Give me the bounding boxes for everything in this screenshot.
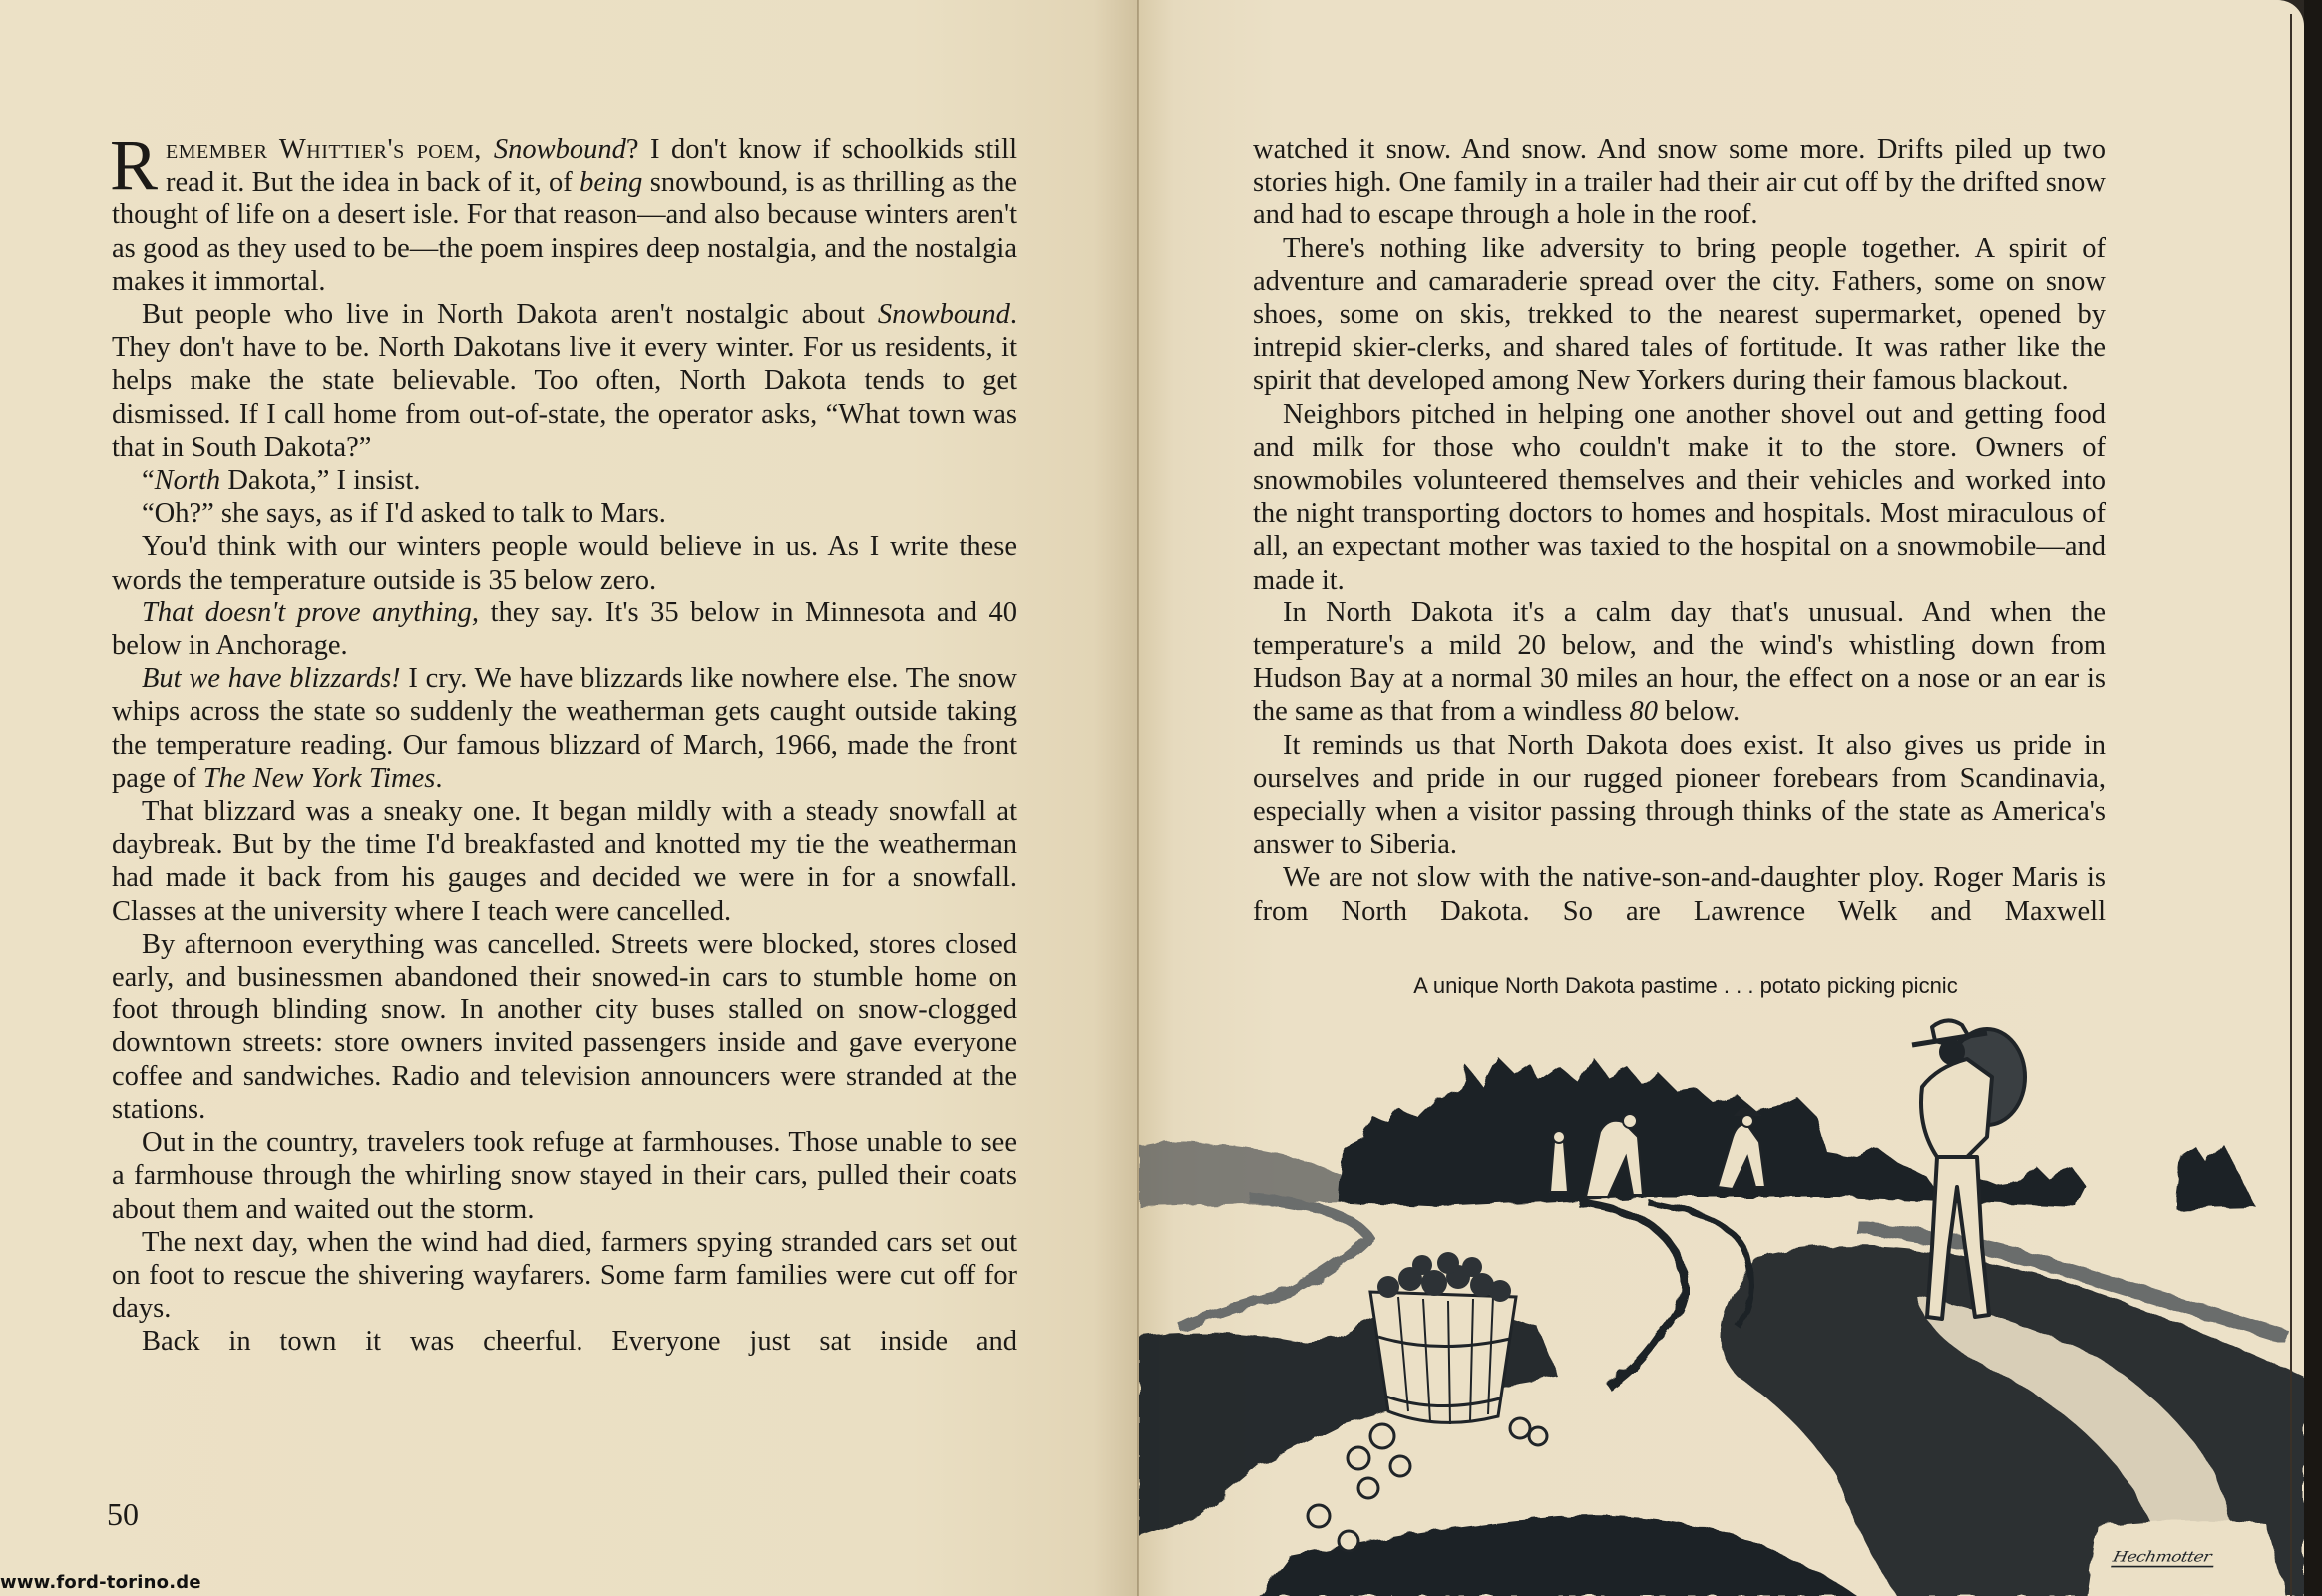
italic-number: 80 <box>1629 696 1659 728</box>
text: snowbound, is as thrilling as the thought of life on a desert isle. For that reason—and also because winters aren't as good as they used to be—the poem inspires deep nostalgia, and the nostalgia makes it immortal. <box>112 167 1017 297</box>
paragraph: You'd think with our winters people would believe in us. As I write these words the temperature outside is 35 below zero. <box>112 531 1017 596</box>
paragraph: Back in town it was cheerful. Everyone just sat inside and <box>142 1326 1017 1358</box>
distant-treeline <box>1139 1141 1349 1207</box>
illustration-caption: A unique North Dakota pastime . . . potato picking picnic <box>1413 973 1958 998</box>
italic-word: North <box>154 465 221 497</box>
paragraph <box>112 298 1017 464</box>
watermark: www.ford-torino.de <box>0 1572 201 1593</box>
paragraph <box>1253 597 2106 729</box>
text: In North Dakota it's a calm day that's unusual. And when the temperature's a mild 20 below, and the wind's whistling down from Hudson Bay at a normal 30 miles an hour, the effect on a nose or an ear is the same as that from a windless <box>1253 597 2106 728</box>
paragraph: watched it snow. And snow. And snow some more. Drifts piled up two stories high. One family in a trailer had their air cut off by the drifted snow and had to escape through a hole in the roof. <box>1253 134 2106 231</box>
forest-right-clump <box>2176 1142 2256 1209</box>
text: . <box>435 762 443 794</box>
text: . They don't have to be. North Dakotans live it every winter. For us residents, it helps make the state believable. Too often, North Dakota tends to get dismissed. If I call home from out-of-state, the operator asks, “What town was that in South Dakota?” <box>112 299 1017 463</box>
paragraph: Neighbors pitched in helping one another shovel out and getting food and milk for those who couldn't make it to the store. Owners of snowmobiles volunteered themselves and their vehicles and worked into the night transporting doctors to homes and hospitals. Most miraculous of all, an expectant mother was taxied to the hospital on a snowmobile—and made it. <box>1253 398 2106 596</box>
artist-signature: Hechmotter <box>2111 1550 2216 1568</box>
page-edge-line <box>2290 14 2292 1596</box>
text: they say. It's 35 below in Minnesota and 40 below in Anchorage. <box>112 597 1017 662</box>
paragraph: Out in the country, travelers took refuge at farmhouses. Those unable to see a farmhouse through the whirling snow stayed in their cars, pulled their coats about them and waited out the storm. <box>112 1127 1017 1225</box>
text: below. <box>1658 696 1741 728</box>
italic-title: Snowbound <box>877 299 1010 331</box>
paragraph: By afternoon everything was cancelled. Streets were blocked, stores closed early, and businessmen abandoned their snowed-in cars to stumble home on foot through blinding snow. In another city buses stalled on snow-clogged downtown streets: store owners invited passengers inside and gave everyone coffee and sandwiches. Radio and television announcers were stranded at the stations. <box>112 928 1017 1125</box>
paragraph <box>112 662 1017 795</box>
potato-picking-illustration <box>1139 998 2304 1596</box>
paragraph: It reminds us that North Dakota does exist. It also gives us pride in ourselves and pride in our rugged pioneer forebears from Scandinavia, especially when a visitor passing through thinks of the state as America's answer to Siberia. <box>1253 729 2106 861</box>
paragraph <box>112 464 1017 497</box>
lead-in: emember Whittier's poem, <box>166 134 494 165</box>
text: ? I don't know if schoolkids still read it. But the idea in back of it, of <box>166 134 1017 199</box>
paragraph: The next day, when the wind had died, farmers spying stranded cars set out on foot to rescue the shivering wayfarers. Some farm families were cut off for days. <box>112 1226 1017 1325</box>
paragraph: “Oh?” she says, as if I'd asked to talk to Mars. <box>142 498 666 530</box>
italic-word: being <box>580 167 643 199</box>
paragraph <box>110 125 1017 298</box>
text: But people who live in North Dakota aren't nostalgic about <box>142 299 878 331</box>
potato-basket <box>1370 1252 1516 1424</box>
text: I cry. We have blizzards like nowhere else. The snow whips across the state so suddenly the weatherman gets caught outside taking the temperature reading. Our famous blizzard of March, 1966, made the front page of <box>112 663 1017 794</box>
text: Dakota,” I insist. <box>220 465 421 497</box>
text: “ <box>142 465 155 497</box>
paragraph: There's nothing like adversity to bring people together. A spirit of adventure and camaraderie spread over the city. Fathers, some on snow shoes, some on skis, trekked to the nearest supermarket, opened by intrepid skier-clerks, and shared tales of fortitude. It was rather like the spirit that developed among New Yorkers during their famous blackout. <box>1253 232 2106 397</box>
left-page <box>0 0 1139 1596</box>
drop-cap: R <box>110 125 159 204</box>
field-furrow-center <box>1578 1202 1685 1387</box>
right-text-column <box>1253 133 2106 928</box>
italic-phrase: But we have blizzards! <box>142 663 401 695</box>
paragraph: That blizzard was a sneaky one. It began mildly with a steady snowfall at daybreak. But by the time I'd breakfasted and knotted my tie the weatherman had made it back from his gauges and decided we were in for a snowfall. Classes at the university where I teach were cancelled. <box>112 796 1017 927</box>
foreground-shadow <box>1259 1515 1857 1596</box>
paragraph: We are not slow with the native-son-and-daughter ploy. Roger Maris is from North Dakota. So are Lawrence Welk and Maxwell <box>1253 862 2106 927</box>
left-text-column <box>110 125 1017 1359</box>
italic-title: Snowbound <box>493 134 626 165</box>
page-number: 50 <box>107 1496 139 1532</box>
book-edge <box>2304 0 2322 1596</box>
field-furrow-grey <box>1179 1197 1368 1327</box>
italic-title: The New York Times <box>202 762 436 794</box>
paragraph <box>112 597 1017 662</box>
italic-phrase: That doesn't prove anything, <box>142 597 480 628</box>
